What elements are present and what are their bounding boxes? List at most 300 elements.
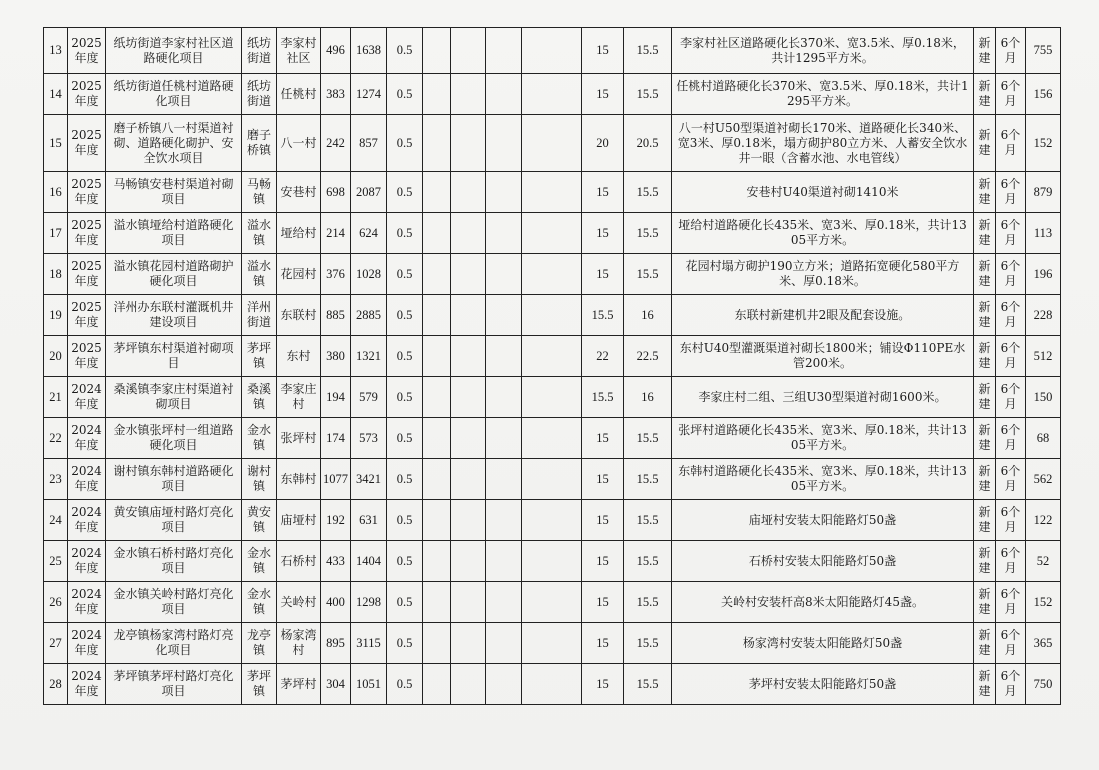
empty-cell	[451, 664, 486, 705]
empty-cell	[423, 213, 451, 254]
empty-cell	[451, 28, 486, 74]
empty-cell	[423, 459, 451, 500]
population-cell: 3421	[351, 459, 387, 500]
year-cell: 2025年度	[68, 336, 106, 377]
empty-cell	[451, 254, 486, 295]
empty-cell	[451, 213, 486, 254]
row-number: 19	[44, 295, 68, 336]
total-investment-cell: 15.5	[624, 213, 672, 254]
total-investment-cell: 15.5	[624, 664, 672, 705]
table-body	[44, 28, 1061, 705]
construction-content: 张坪村道路硬化长435米、宽3米、厚0.18米，共计1305平方米。	[672, 418, 974, 459]
village-cell: 关岭村	[277, 582, 321, 623]
year-cell: 2025年度	[68, 254, 106, 295]
construction-period: 6个月	[996, 459, 1026, 500]
empty-cell	[522, 295, 582, 336]
row-number: 14	[44, 74, 68, 115]
empty-cell	[423, 664, 451, 705]
project-name: 纸坊街道李家村社区道路硬化项目	[106, 28, 242, 74]
total-investment-cell: 15.5	[624, 254, 672, 295]
population-cell: 857	[351, 115, 387, 172]
ratio-cell: 0.5	[387, 623, 423, 664]
construction-period: 6个月	[996, 541, 1026, 582]
empty-cell	[486, 74, 522, 115]
investment-cell: 15.5	[582, 377, 624, 418]
ratio-cell: 0.5	[387, 172, 423, 213]
row-number: 15	[44, 115, 68, 172]
year-cell: 2024年度	[68, 664, 106, 705]
investment-cell: 15	[582, 74, 624, 115]
construction-period: 6个月	[996, 582, 1026, 623]
project-name: 溢水镇花园村道路砌护硬化项目	[106, 254, 242, 295]
construction-period: 6个月	[996, 295, 1026, 336]
town-cell: 溢水镇	[242, 254, 277, 295]
construction-type: 新建	[974, 295, 996, 336]
table-row	[44, 500, 1061, 541]
empty-cell	[423, 582, 451, 623]
village-cell: 庙垭村	[277, 500, 321, 541]
empty-cell	[486, 213, 522, 254]
empty-cell	[451, 623, 486, 664]
year-cell: 2025年度	[68, 74, 106, 115]
households-cell: 174	[321, 418, 351, 459]
project-name: 谢村镇东韩村道路硬化项目	[106, 459, 242, 500]
project-name: 洋州办东联村灌溉机井建设项目	[106, 295, 242, 336]
population-cell: 1638	[351, 28, 387, 74]
benefit-count: 152	[1026, 115, 1061, 172]
construction-type: 新建	[974, 582, 996, 623]
construction-type: 新建	[974, 664, 996, 705]
ratio-cell: 0.5	[387, 28, 423, 74]
empty-cell	[486, 582, 522, 623]
project-name: 茅坪镇茅坪村路灯亮化项目	[106, 664, 242, 705]
table-row	[44, 582, 1061, 623]
households-cell: 1077	[321, 459, 351, 500]
construction-content: 李家庄村二组、三组U30型渠道衬砌1600米。	[672, 377, 974, 418]
town-cell: 纸坊街道	[242, 28, 277, 74]
construction-period: 6个月	[996, 172, 1026, 213]
construction-period: 6个月	[996, 336, 1026, 377]
total-investment-cell: 22.5	[624, 336, 672, 377]
construction-content: 垭给村道路硬化长435米、宽3米、厚0.18米，共计1305平方米。	[672, 213, 974, 254]
year-cell: 2025年度	[68, 295, 106, 336]
empty-cell	[451, 377, 486, 418]
ratio-cell: 0.5	[387, 541, 423, 582]
empty-cell	[522, 500, 582, 541]
empty-cell	[451, 74, 486, 115]
table-row	[44, 254, 1061, 295]
empty-cell	[486, 115, 522, 172]
construction-content: 东韩村道路硬化长435米、宽3米、厚0.18米，共计1305平方米。	[672, 459, 974, 500]
village-cell: 李家庄村	[277, 377, 321, 418]
investment-cell: 15	[582, 418, 624, 459]
investment-cell: 15	[582, 172, 624, 213]
village-cell: 茅坪村	[277, 664, 321, 705]
table-row	[44, 28, 1061, 74]
construction-content: 杨家湾村安装太阳能路灯50盏	[672, 623, 974, 664]
table-row	[44, 418, 1061, 459]
households-cell: 698	[321, 172, 351, 213]
row-number: 22	[44, 418, 68, 459]
construction-type: 新建	[974, 500, 996, 541]
total-investment-cell: 15.5	[624, 74, 672, 115]
population-cell: 579	[351, 377, 387, 418]
town-cell: 龙亭镇	[242, 623, 277, 664]
construction-type: 新建	[974, 459, 996, 500]
row-number: 13	[44, 28, 68, 74]
total-investment-cell: 15.5	[624, 459, 672, 500]
construction-content: 关岭村安装杆高8米太阳能路灯45盏。	[672, 582, 974, 623]
construction-period: 6个月	[996, 74, 1026, 115]
project-name: 茅坪镇东村渠道衬砌项目	[106, 336, 242, 377]
town-cell: 桑溪镇	[242, 377, 277, 418]
construction-content: 八一村U50型渠道衬砌长170米、道路硬化长340米、宽3米、厚0.18米，塌方砌护80立方米、人蓄安全饮水井一眼（含蓄水池、水电管线）	[672, 115, 974, 172]
empty-cell	[522, 377, 582, 418]
table-row	[44, 336, 1061, 377]
total-investment-cell: 15.5	[624, 418, 672, 459]
population-cell: 3115	[351, 623, 387, 664]
row-number: 26	[44, 582, 68, 623]
project-name: 龙亭镇杨家湾村路灯亮化项目	[106, 623, 242, 664]
ratio-cell: 0.5	[387, 664, 423, 705]
empty-cell	[423, 623, 451, 664]
population-cell: 1028	[351, 254, 387, 295]
empty-cell	[522, 254, 582, 295]
households-cell: 885	[321, 295, 351, 336]
population-cell: 1274	[351, 74, 387, 115]
village-cell: 垭给村	[277, 213, 321, 254]
table-row	[44, 459, 1061, 500]
construction-content: 东联村新建机井2眼及配套设施。	[672, 295, 974, 336]
construction-type: 新建	[974, 172, 996, 213]
empty-cell	[486, 254, 522, 295]
construction-period: 6个月	[996, 664, 1026, 705]
population-cell: 2087	[351, 172, 387, 213]
investment-cell: 15	[582, 500, 624, 541]
ratio-cell: 0.5	[387, 115, 423, 172]
construction-type: 新建	[974, 115, 996, 172]
empty-cell	[486, 377, 522, 418]
row-number: 24	[44, 500, 68, 541]
households-cell: 400	[321, 582, 351, 623]
benefit-count: 122	[1026, 500, 1061, 541]
project-name: 金水镇石桥村路灯亮化项目	[106, 541, 242, 582]
investment-cell: 15	[582, 664, 624, 705]
construction-type: 新建	[974, 254, 996, 295]
empty-cell	[486, 418, 522, 459]
construction-period: 6个月	[996, 115, 1026, 172]
village-cell: 石桥村	[277, 541, 321, 582]
year-cell: 2025年度	[68, 172, 106, 213]
project-name: 磨子桥镇八一村渠道衬砌、道路硬化砌护、安全饮水项目	[106, 115, 242, 172]
empty-cell	[423, 115, 451, 172]
empty-cell	[486, 459, 522, 500]
households-cell: 376	[321, 254, 351, 295]
ratio-cell: 0.5	[387, 74, 423, 115]
year-cell: 2025年度	[68, 28, 106, 74]
population-cell: 631	[351, 500, 387, 541]
construction-period: 6个月	[996, 28, 1026, 74]
project-name: 马畅镇安巷村渠道衬砌项目	[106, 172, 242, 213]
empty-cell	[522, 213, 582, 254]
benefit-count: 750	[1026, 664, 1061, 705]
population-cell: 2885	[351, 295, 387, 336]
empty-cell	[451, 500, 486, 541]
empty-cell	[522, 115, 582, 172]
population-cell: 1321	[351, 336, 387, 377]
construction-period: 6个月	[996, 377, 1026, 418]
town-cell: 洋州街道	[242, 295, 277, 336]
total-investment-cell: 15.5	[624, 582, 672, 623]
empty-cell	[522, 623, 582, 664]
investment-cell: 20	[582, 115, 624, 172]
households-cell: 380	[321, 336, 351, 377]
benefit-count: 562	[1026, 459, 1061, 500]
town-cell: 黄安镇	[242, 500, 277, 541]
empty-cell	[451, 172, 486, 213]
row-number: 18	[44, 254, 68, 295]
total-investment-cell: 15.5	[624, 172, 672, 213]
town-cell: 金水镇	[242, 541, 277, 582]
construction-period: 6个月	[996, 500, 1026, 541]
investment-cell: 15	[582, 28, 624, 74]
year-cell: 2024年度	[68, 623, 106, 664]
empty-cell	[423, 74, 451, 115]
village-cell: 东联村	[277, 295, 321, 336]
total-investment-cell: 16	[624, 377, 672, 418]
benefit-count: 150	[1026, 377, 1061, 418]
empty-cell	[423, 418, 451, 459]
table-row	[44, 541, 1061, 582]
year-cell: 2025年度	[68, 213, 106, 254]
empty-cell	[486, 28, 522, 74]
ratio-cell: 0.5	[387, 418, 423, 459]
empty-cell	[522, 582, 582, 623]
empty-cell	[451, 582, 486, 623]
project-name: 金水镇张坪村一组道路硬化项目	[106, 418, 242, 459]
project-name: 桑溪镇李家庄村渠道衬砌项目	[106, 377, 242, 418]
village-cell: 八一村	[277, 115, 321, 172]
empty-cell	[522, 541, 582, 582]
empty-cell	[486, 541, 522, 582]
investment-cell: 15	[582, 254, 624, 295]
construction-period: 6个月	[996, 623, 1026, 664]
ratio-cell: 0.5	[387, 582, 423, 623]
empty-cell	[486, 172, 522, 213]
investment-cell: 15	[582, 623, 624, 664]
empty-cell	[451, 418, 486, 459]
households-cell: 496	[321, 28, 351, 74]
empty-cell	[451, 295, 486, 336]
village-cell: 花园村	[277, 254, 321, 295]
table-row	[44, 295, 1061, 336]
empty-cell	[423, 336, 451, 377]
year-cell: 2024年度	[68, 500, 106, 541]
empty-cell	[522, 172, 582, 213]
year-cell: 2025年度	[68, 115, 106, 172]
year-cell: 2024年度	[68, 541, 106, 582]
empty-cell	[423, 172, 451, 213]
households-cell: 895	[321, 623, 351, 664]
construction-content: 花园村塌方砌护190立方米；道路拓宽硬化580平方米、厚0.18米。	[672, 254, 974, 295]
row-number: 17	[44, 213, 68, 254]
population-cell: 1404	[351, 541, 387, 582]
population-cell: 624	[351, 213, 387, 254]
ratio-cell: 0.5	[387, 213, 423, 254]
year-cell: 2024年度	[68, 377, 106, 418]
village-cell: 张坪村	[277, 418, 321, 459]
construction-period: 6个月	[996, 213, 1026, 254]
benefit-count: 228	[1026, 295, 1061, 336]
construction-type: 新建	[974, 623, 996, 664]
construction-content: 东村U40型灌溉渠道衬砌长1800米；铺设Φ110PE水管200米。	[672, 336, 974, 377]
table-row	[44, 74, 1061, 115]
table-row	[44, 664, 1061, 705]
investment-cell: 15	[582, 541, 624, 582]
households-cell: 383	[321, 74, 351, 115]
construction-content: 茅坪村安装太阳能路灯50盏	[672, 664, 974, 705]
benefit-count: 113	[1026, 213, 1061, 254]
village-cell: 任桃村	[277, 74, 321, 115]
empty-cell	[451, 115, 486, 172]
construction-type: 新建	[974, 336, 996, 377]
town-cell: 溢水镇	[242, 213, 277, 254]
year-cell: 2024年度	[68, 459, 106, 500]
construction-type: 新建	[974, 28, 996, 74]
benefit-count: 152	[1026, 582, 1061, 623]
empty-cell	[522, 459, 582, 500]
empty-cell	[423, 295, 451, 336]
total-investment-cell: 15.5	[624, 623, 672, 664]
total-investment-cell: 20.5	[624, 115, 672, 172]
year-cell: 2024年度	[68, 418, 106, 459]
ratio-cell: 0.5	[387, 500, 423, 541]
households-cell: 214	[321, 213, 351, 254]
benefit-count: 196	[1026, 254, 1061, 295]
empty-cell	[522, 418, 582, 459]
town-cell: 茅坪镇	[242, 664, 277, 705]
total-investment-cell: 15.5	[624, 500, 672, 541]
row-number: 16	[44, 172, 68, 213]
ratio-cell: 0.5	[387, 254, 423, 295]
empty-cell	[423, 541, 451, 582]
construction-type: 新建	[974, 213, 996, 254]
empty-cell	[522, 664, 582, 705]
ratio-cell: 0.5	[387, 459, 423, 500]
table-row	[44, 377, 1061, 418]
row-number: 23	[44, 459, 68, 500]
construction-period: 6个月	[996, 418, 1026, 459]
table-row	[44, 172, 1061, 213]
project-name: 黄安镇庙垭村路灯亮化项目	[106, 500, 242, 541]
village-cell: 安巷村	[277, 172, 321, 213]
construction-type: 新建	[974, 541, 996, 582]
total-investment-cell: 15.5	[624, 28, 672, 74]
empty-cell	[486, 500, 522, 541]
row-number: 27	[44, 623, 68, 664]
benefit-count: 755	[1026, 28, 1061, 74]
construction-period: 6个月	[996, 254, 1026, 295]
ratio-cell: 0.5	[387, 377, 423, 418]
investment-cell: 15.5	[582, 295, 624, 336]
empty-cell	[451, 459, 486, 500]
total-investment-cell: 15.5	[624, 541, 672, 582]
population-cell: 573	[351, 418, 387, 459]
population-cell: 1298	[351, 582, 387, 623]
empty-cell	[423, 377, 451, 418]
project-name: 金水镇关岭村路灯亮化项目	[106, 582, 242, 623]
construction-content: 李家村社区道路硬化长370米、宽3.5米、厚0.18米，共计1295平方米。	[672, 28, 974, 74]
project-table	[43, 27, 1061, 705]
benefit-count: 365	[1026, 623, 1061, 664]
empty-cell	[451, 336, 486, 377]
investment-cell: 22	[582, 336, 624, 377]
empty-cell	[486, 664, 522, 705]
town-cell: 茅坪镇	[242, 336, 277, 377]
village-cell: 东村	[277, 336, 321, 377]
village-cell: 杨家湾村	[277, 623, 321, 664]
households-cell: 242	[321, 115, 351, 172]
empty-cell	[486, 623, 522, 664]
construction-content: 庙垭村安装太阳能路灯50盏	[672, 500, 974, 541]
town-cell: 谢村镇	[242, 459, 277, 500]
table-row	[44, 623, 1061, 664]
row-number: 20	[44, 336, 68, 377]
benefit-count: 52	[1026, 541, 1061, 582]
town-cell: 金水镇	[242, 582, 277, 623]
construction-content: 任桃村道路硬化长370米、宽3.5米、厚0.18米，共计1295平方米。	[672, 74, 974, 115]
town-cell: 金水镇	[242, 418, 277, 459]
project-name: 溢水镇垭给村道路硬化项目	[106, 213, 242, 254]
households-cell: 194	[321, 377, 351, 418]
empty-cell	[423, 28, 451, 74]
benefit-count: 68	[1026, 418, 1061, 459]
households-cell: 192	[321, 500, 351, 541]
investment-cell: 15	[582, 582, 624, 623]
construction-content: 石桥村安装太阳能路灯50盏	[672, 541, 974, 582]
empty-cell	[423, 254, 451, 295]
construction-type: 新建	[974, 418, 996, 459]
ratio-cell: 0.5	[387, 295, 423, 336]
population-cell: 1051	[351, 664, 387, 705]
construction-content: 安巷村U40渠道衬砌1410米	[672, 172, 974, 213]
benefit-count: 156	[1026, 74, 1061, 115]
investment-cell: 15	[582, 459, 624, 500]
empty-cell	[486, 336, 522, 377]
empty-cell	[522, 28, 582, 74]
project-name: 纸坊街道任桃村道路硬化项目	[106, 74, 242, 115]
ratio-cell: 0.5	[387, 336, 423, 377]
town-cell: 马畅镇	[242, 172, 277, 213]
village-cell: 李家村社区	[277, 28, 321, 74]
row-number: 25	[44, 541, 68, 582]
row-number: 28	[44, 664, 68, 705]
table-row	[44, 213, 1061, 254]
households-cell: 433	[321, 541, 351, 582]
town-cell: 纸坊街道	[242, 74, 277, 115]
construction-type: 新建	[974, 74, 996, 115]
row-number: 21	[44, 377, 68, 418]
construction-type: 新建	[974, 377, 996, 418]
table-row	[44, 115, 1061, 172]
benefit-count: 512	[1026, 336, 1061, 377]
households-cell: 304	[321, 664, 351, 705]
empty-cell	[423, 500, 451, 541]
total-investment-cell: 16	[624, 295, 672, 336]
year-cell: 2024年度	[68, 582, 106, 623]
empty-cell	[522, 336, 582, 377]
benefit-count: 879	[1026, 172, 1061, 213]
